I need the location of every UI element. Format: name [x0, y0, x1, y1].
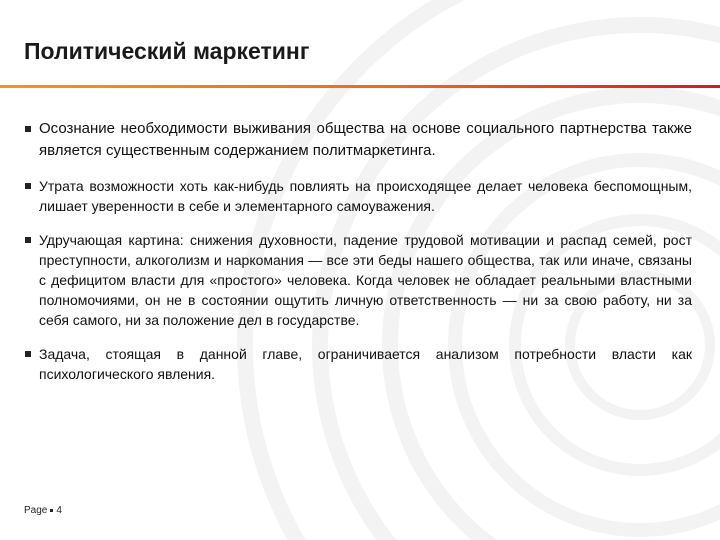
separator-dot-icon — [50, 509, 53, 512]
bullet-item: Задача, стоящая в данной главе, ограничивается анализом потребности власти как психологического явления. — [24, 344, 692, 384]
slide-title: Политический маркетинг — [24, 38, 310, 64]
bullet-item: Удручающая картина: снижения духовности, падение трудовой мотивации и распад семей, рост преступности, алкоголизм и наркомания — все эти беды нашего общества, так или иначе, связаны с дефицитом власти для «простого» человека. Когда человек не обладает реальными властными полномочиями, он не в состоянии ощутить личную ответственность — ни за свою работу, ни за себя самого, ни за положение дел в государстве. — [24, 230, 692, 330]
title-accent-line — [0, 85, 720, 88]
bullet-list — [24, 118, 692, 384]
page-label: Page — [24, 505, 48, 516]
page-footer — [24, 505, 62, 516]
bullet-item: Утрата возможности хоть как-нибудь повлиять на происходящее делает человека беспомощным, лишает уверенности в себе и элементарного самоуважения. — [24, 176, 692, 216]
page-number: 4 — [56, 505, 62, 516]
bullet-item: Осознание необходимости выживания общества на основе социального партнерства также является существенным содержанием политмаркетинга. — [24, 118, 692, 162]
